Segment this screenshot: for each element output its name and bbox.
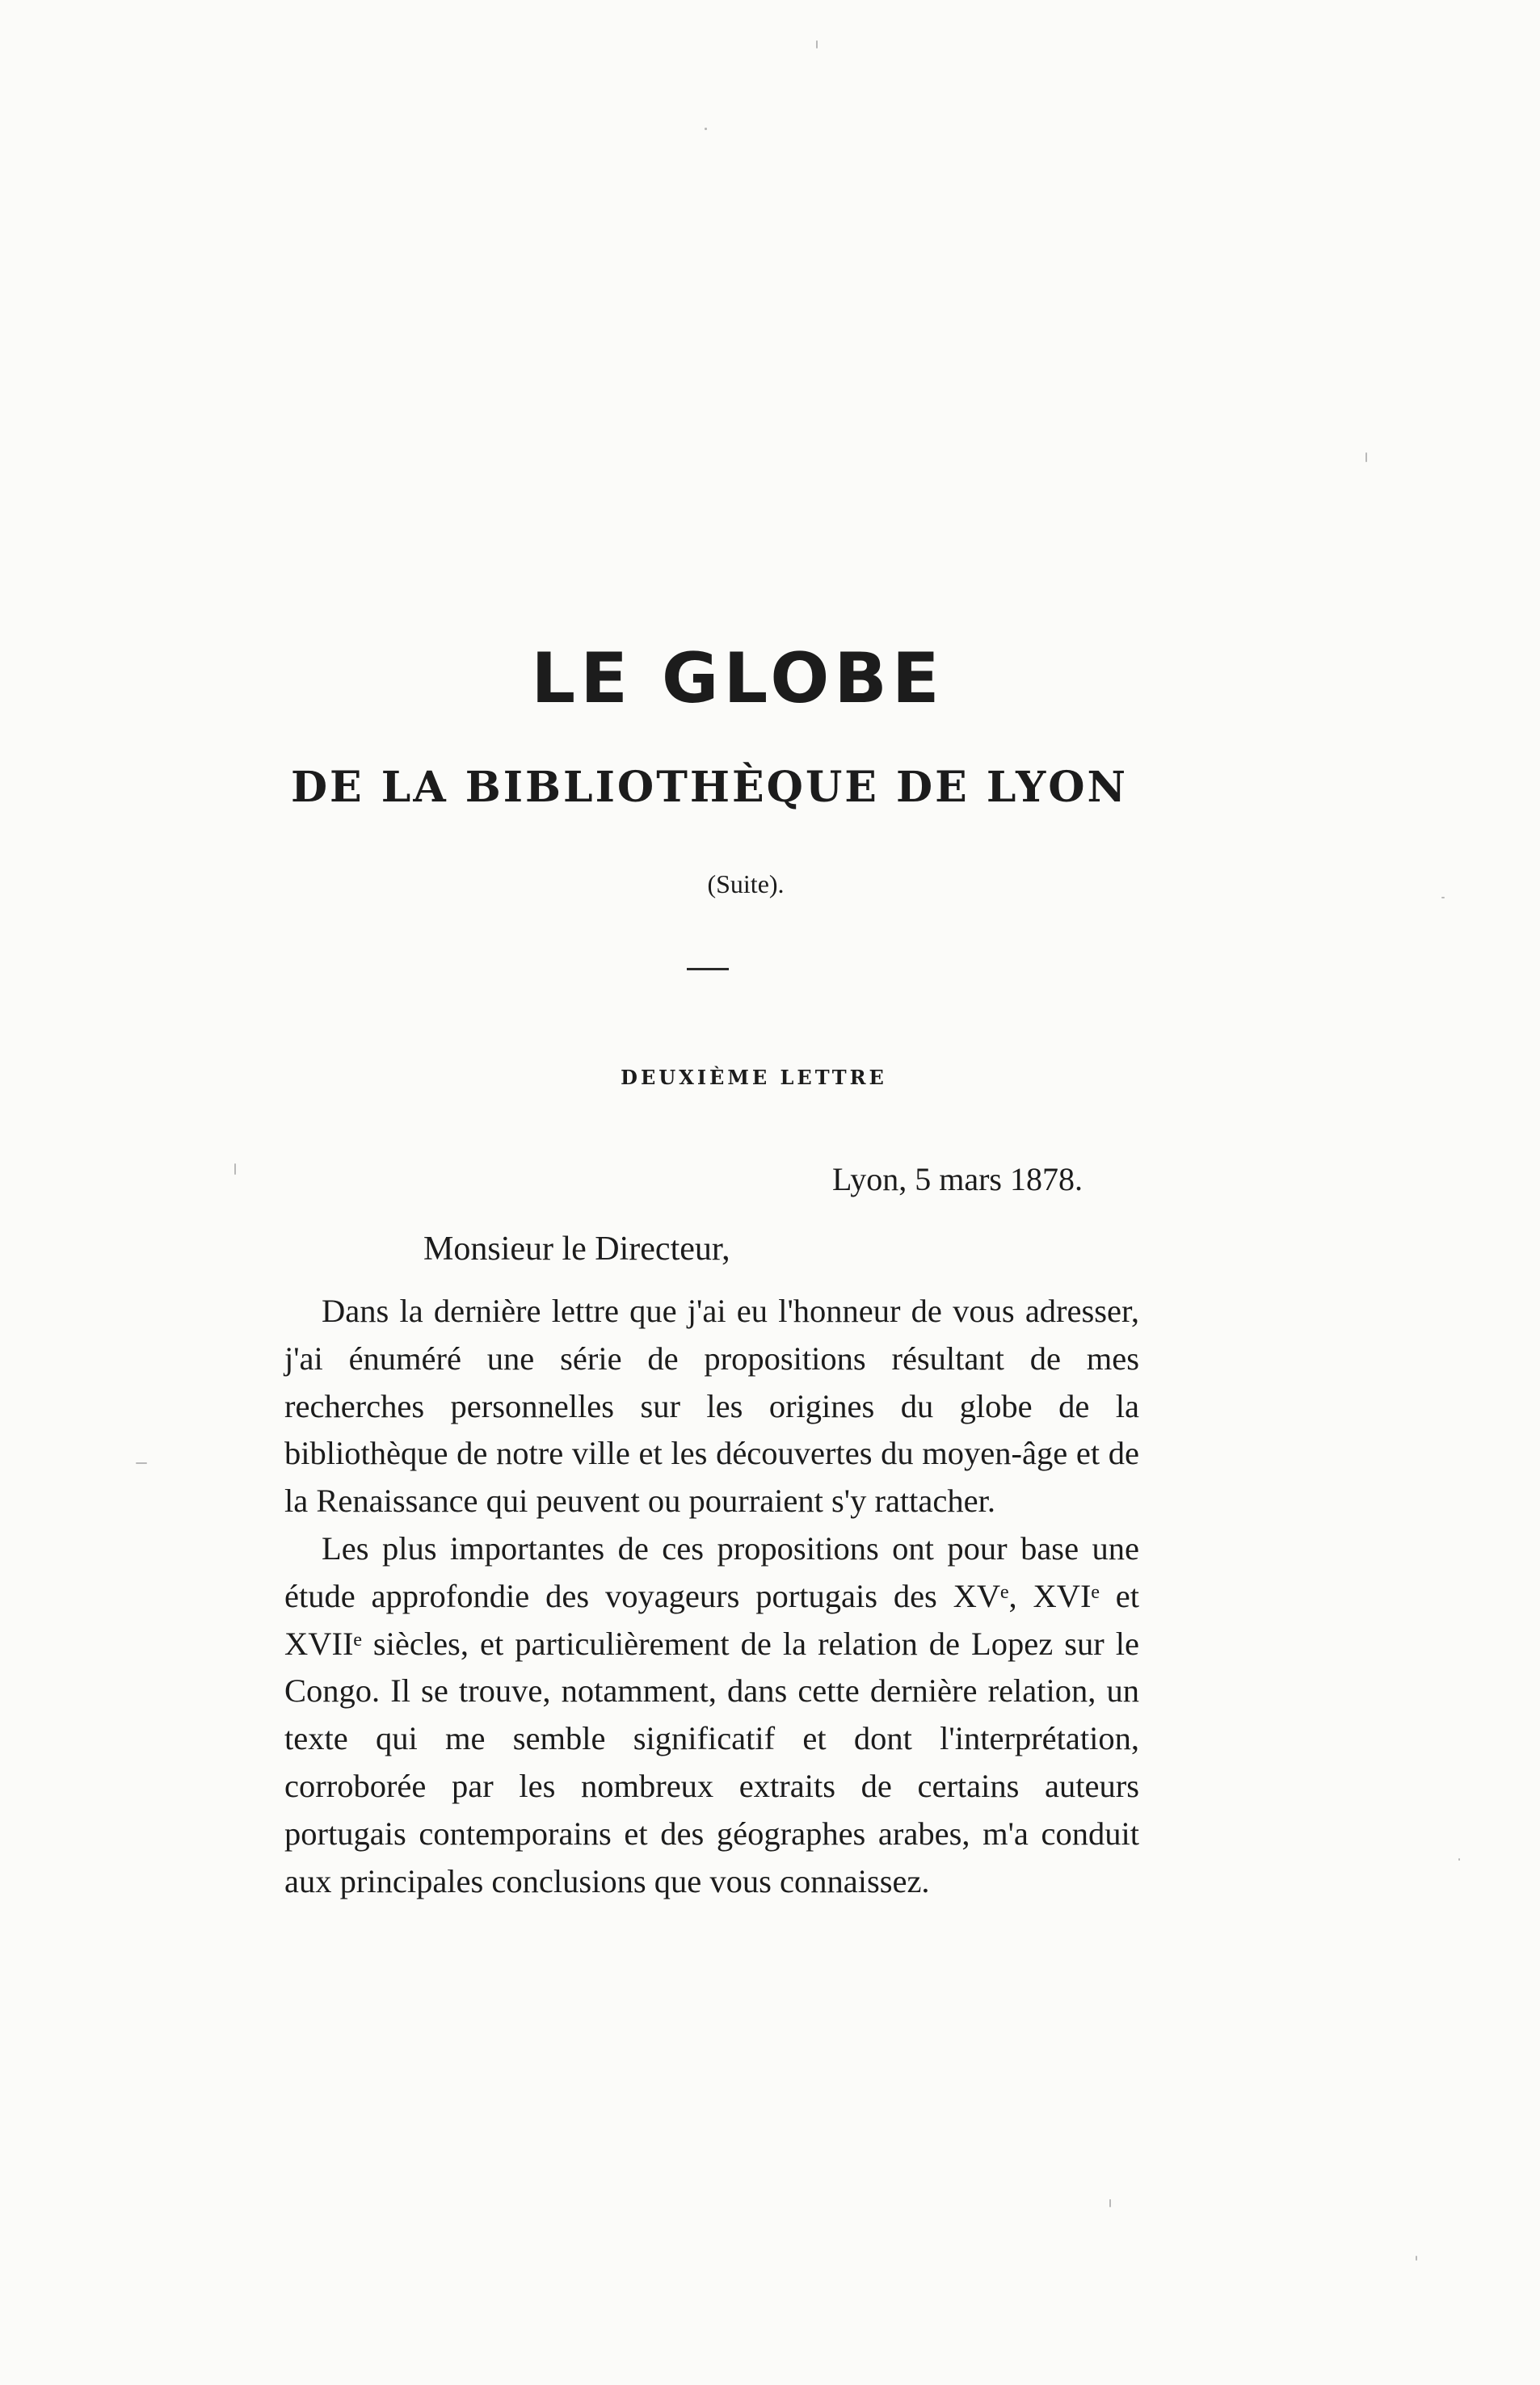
paper-speck — [705, 128, 707, 130]
dateline: Lyon, 5 mars 1878. — [832, 1161, 1083, 1197]
page-title-text: LE GLOBE — [531, 638, 945, 719]
paper-speck — [1416, 2256, 1417, 2261]
suite-label — [0, 868, 1540, 900]
paper-speck — [1441, 897, 1445, 898]
paper-speck — [1458, 1858, 1460, 1861]
page-subtitle: DE LA BIBLIOTHÈQUE DE LYON — [290, 763, 1129, 812]
paragraph: Dans la dernière lettre que j'ai eu l'honneur de vous adresser, j'ai énuméré une série de propositions résultant de mes recherches personnelles sur les origines du globe de la bibliothèque de notre ville et les découvertes du moyen-âge et de la Renaissance qui peuvent ou pourraient s'y rattacher. — [284, 1293, 1139, 1520]
salutation: Monsieur le Directeur, — [423, 1230, 730, 1268]
paper-speck — [816, 40, 818, 48]
paper-speck — [1365, 452, 1367, 462]
letter-heading — [0, 1063, 1540, 1092]
paper-speck — [1109, 2199, 1111, 2207]
section-divider — [687, 968, 729, 970]
paper-speck — [234, 1163, 236, 1175]
page-title — [0, 638, 1540, 719]
suite-label-text: (Suite). — [707, 869, 785, 898]
paragraph: Les plus importantes de ces propositions ont pour base une étude approfondie des voyageurs portugais des XVᵉ, XVIᵉ et XVIIᵉ siècles, et particulièrement de la relation de Lopez sur le Congo. Il se trouve, notamment, dans cette dernière relation, un texte qui me semble significatif et dont l'interprétation, corroborée par les nombreux extraits de certains auteurs portugais contemporains et des géographes arabes, m'a conduit aux principales conclusions que vous connaissez. — [284, 1529, 1139, 1899]
letter-heading-text: DEUXIÈME LETTRE — [621, 1066, 887, 1089]
paper-speck — [136, 1462, 147, 1464]
letter-body — [284, 1288, 1139, 1905]
